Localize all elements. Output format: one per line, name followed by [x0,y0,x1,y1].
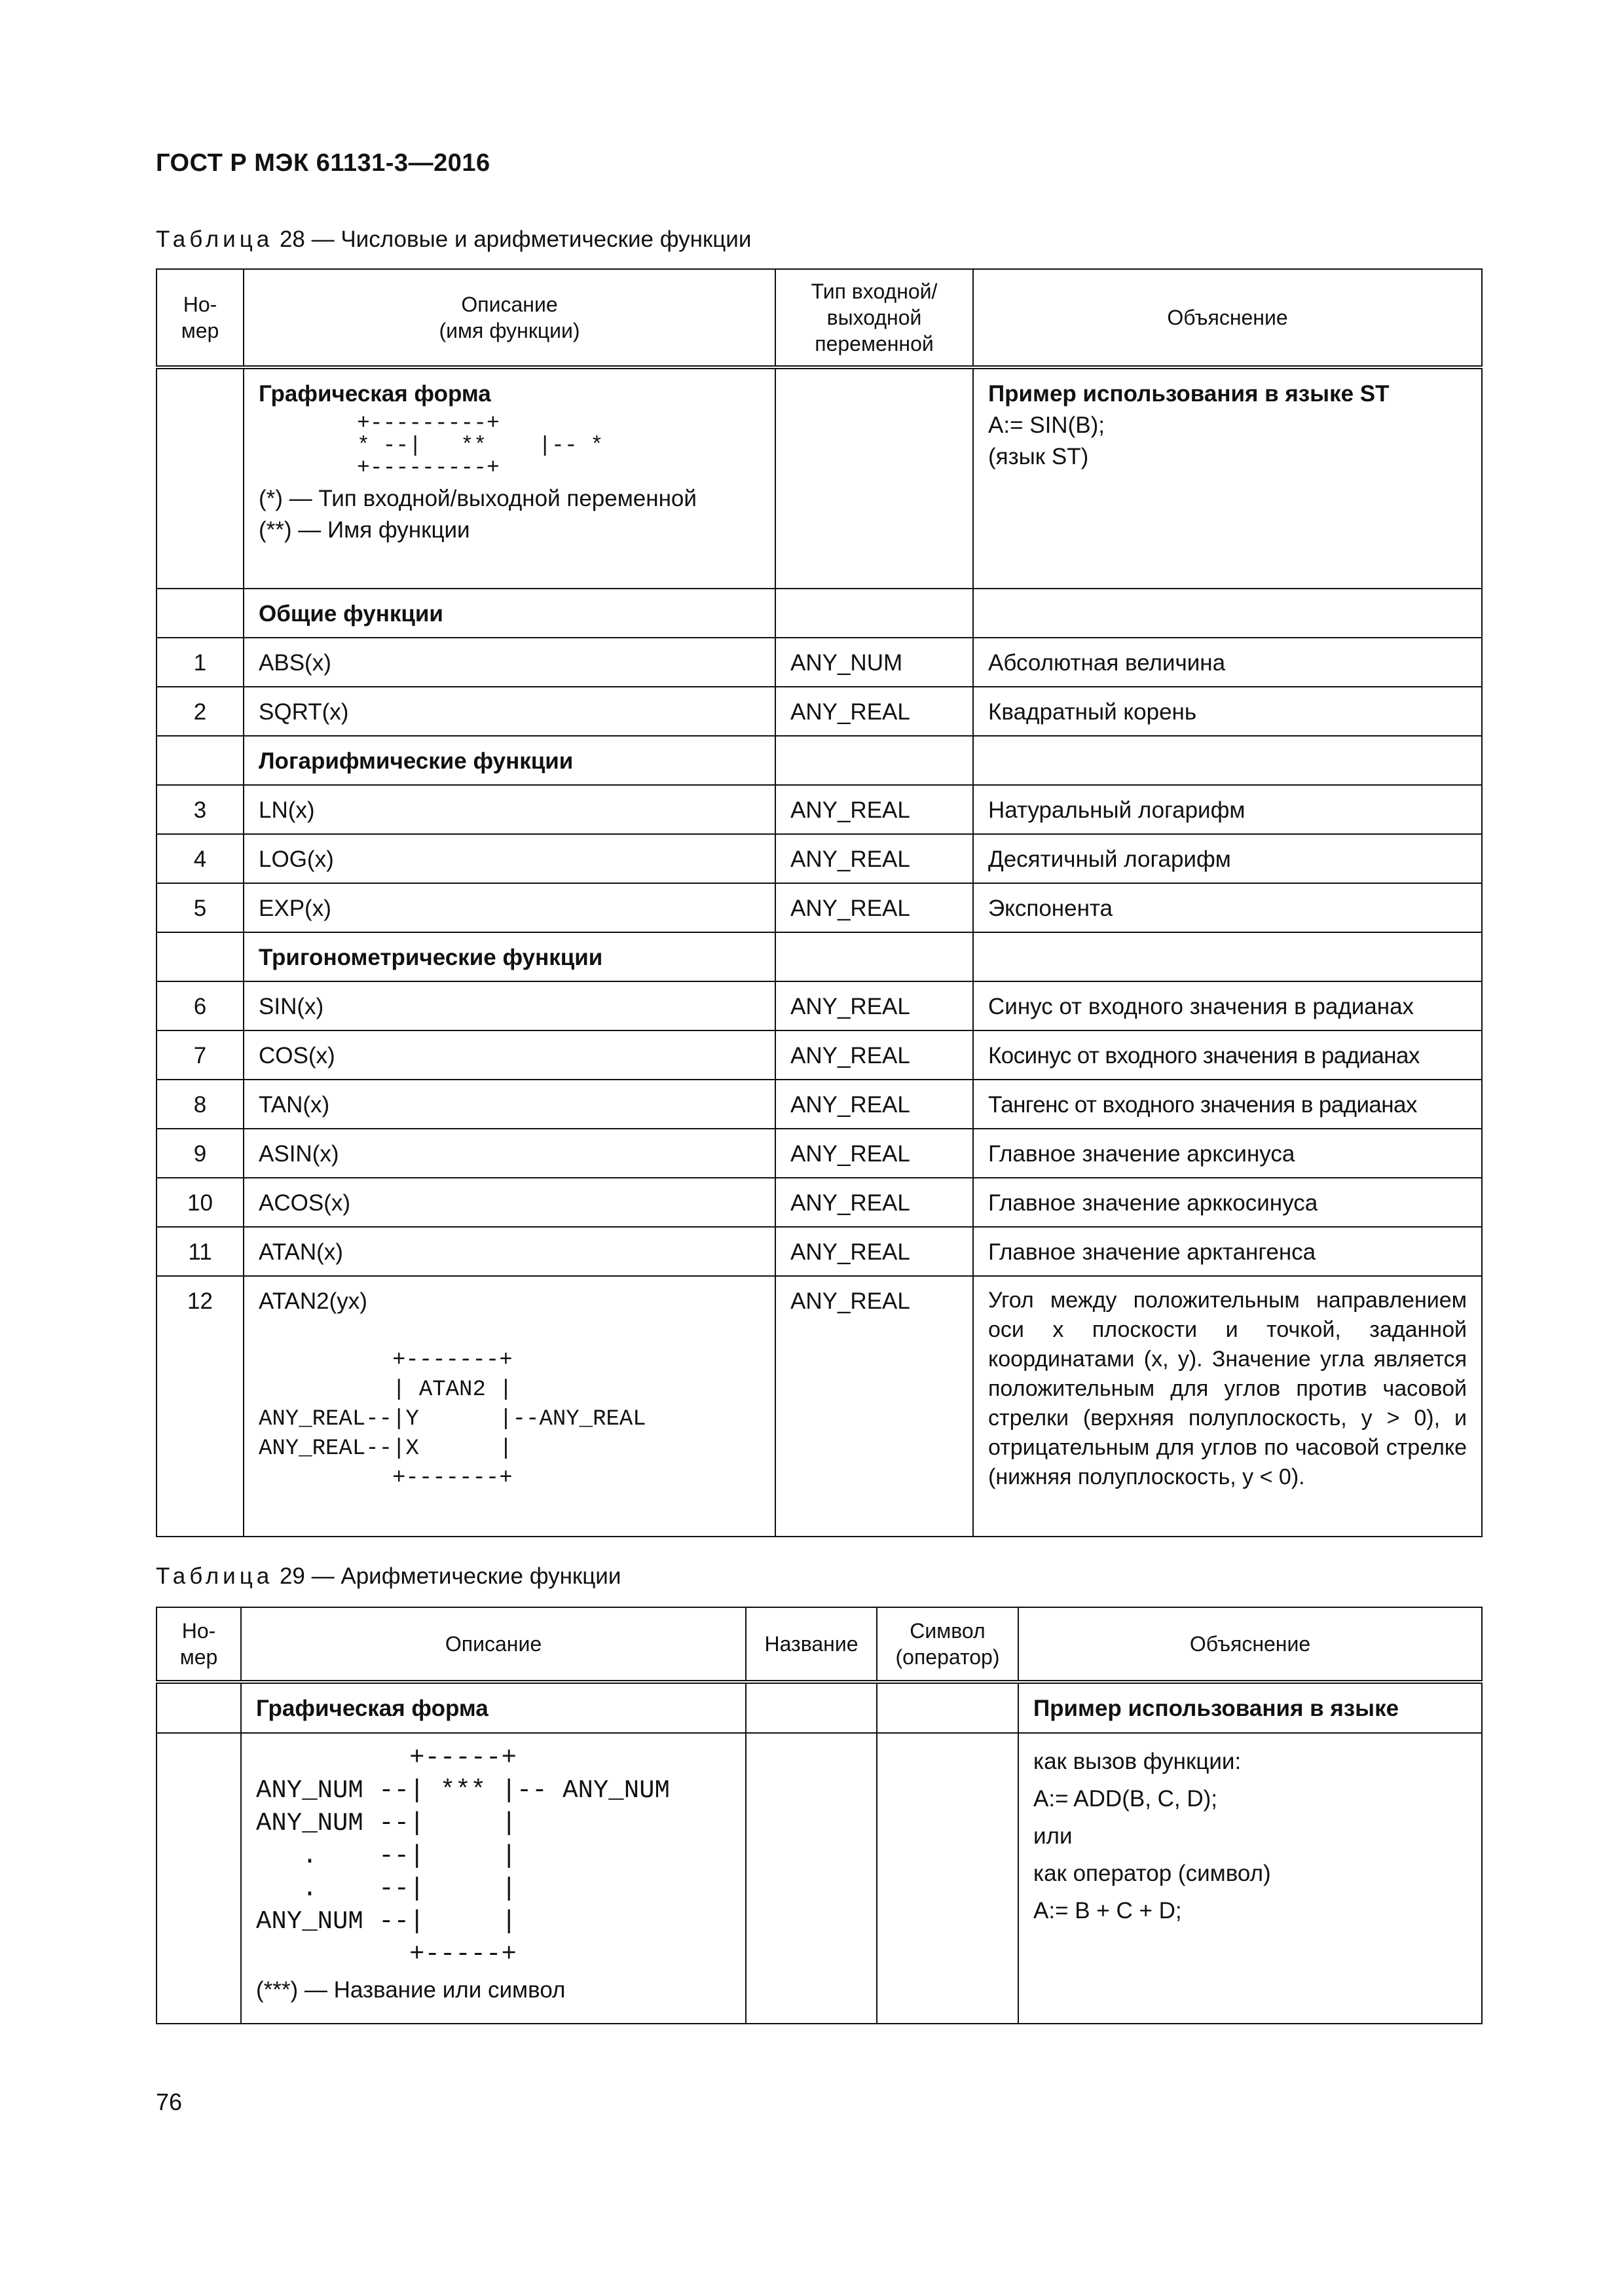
row-name: COS(x) [244,1030,775,1080]
example-line: или [1033,1823,1073,1849]
table-row [157,1227,1482,1276]
row-expl: Косинус от входного значения в радианах [973,1030,1482,1080]
row-type: ANY_REAL [775,1178,973,1227]
graphic-form-title: Графическая форма [259,381,491,407]
row-name: ACOS(x) [244,1178,775,1227]
row-num: 8 [157,1080,244,1129]
row-num: 5 [157,883,244,932]
example-line: как оператор (символ) [1033,1861,1271,1886]
document-header: ГОСТ Р МЭК 61131-3—2016 [156,149,490,177]
row-num: 2 [157,687,244,736]
row-name: ATAN(x) [244,1227,775,1276]
table29-caption [156,1563,621,1590]
row-type: ANY_REAL [775,981,973,1030]
atan2-block-diagram: +-------+ | ATAN2 | ANY_REAL--|Y |--ANY_REAL ANY_REAL--|X | +-------+ [259,1348,646,1491]
row-expl: Абсолютная величина [973,638,1482,687]
row-expl: Натуральный логарифм [973,785,1482,834]
table-row [157,638,1482,687]
group-title: Общие функции [244,589,775,638]
row-expl: Угол между положительным направлением оси x плоскости и точкой, заданной координатами (x, y). Значение угла является положительным для углов против часовой стрелки (верхняя полуплоскость, y > 0), и отрицательным для углов по часовой стрелке (нижняя полуплоскость, y < 0). [973,1276,1482,1537]
example-title: Пример использования в языке [1018,1682,1482,1733]
table29-title-row [157,1682,1482,1733]
row-num: 11 [157,1227,244,1276]
table28-caption-label: Таблица [156,227,274,252]
table-row [157,687,1482,736]
table-row [157,1030,1482,1080]
table28-header-desc: Описание (имя функции) [244,269,775,367]
note-name-symbol: (***) — Название или символ [256,1977,566,2003]
row-expl: Главное значение арккосинуса [973,1178,1482,1227]
row-name: SIN(x) [244,981,775,1030]
row-type: ANY_REAL [775,1129,973,1178]
table-row [157,1129,1482,1178]
row-expl: Квадратный корень [973,687,1482,736]
table28-header-num: Но- мер [157,269,244,367]
row-name: EXP(x) [244,883,775,932]
table-row [157,834,1482,883]
row-expl: Главное значение арктангенса [973,1227,1482,1276]
row-name: TAN(x) [244,1080,775,1129]
table29-header-desc: Описание [241,1607,746,1682]
table29-header-row [157,1607,1482,1682]
graphic-form-cell [241,1733,746,2024]
table28-graphic-row [157,367,1482,589]
table29-header-num: Но- мер [157,1607,241,1682]
row-num: 12 [157,1276,244,1537]
row-type: ANY_REAL [775,1276,973,1537]
table-row [157,1276,1482,1537]
row-type: ANY_REAL [775,1227,973,1276]
row-num: 3 [157,785,244,834]
graphic-form-title: Графическая форма [241,1682,746,1733]
table29-header-expl: Объяснение [1018,1607,1482,1682]
table-row [157,1178,1482,1227]
group-row-general [157,589,1482,638]
table28-caption-text: 28 — Числовые и арифметические функции [279,227,752,252]
table29-header-name: Название [746,1607,877,1682]
row-name: ABS(x) [244,638,775,687]
page-number: 76 [156,2088,183,2115]
table28-cell [157,367,244,589]
table29-header-symbol: Символ (оператор) [877,1607,1018,1682]
example-line: как вызов функции: [1033,1749,1242,1774]
table-29 [156,1607,1483,2024]
example-lang: (язык ST) [988,444,1089,469]
table-row [157,785,1482,834]
atan2-desc-cell [244,1276,775,1537]
group-title: Логарифмические функции [244,736,775,785]
row-type: ANY_REAL [775,687,973,736]
note-name: (**) — Имя функции [259,517,470,543]
example-line: A:= ADD(B, C, D); [1033,1786,1218,1812]
table-row [157,883,1482,932]
row-type: ANY_REAL [775,1080,973,1129]
note-type: (*) — Тип входной/выходной переменной [259,486,697,511]
row-name: ASIN(x) [244,1129,775,1178]
row-num: 10 [157,1178,244,1227]
table28-header-expl: Объяснение [973,269,1482,367]
row-type: ANY_REAL [775,1030,973,1080]
row-expl: Синус от входного значения в радианах [973,981,1482,1030]
row-num: 6 [157,981,244,1030]
row-expl: Экспонента [973,883,1482,932]
row-type: ANY_REAL [775,834,973,883]
row-name: LN(x) [244,785,775,834]
row-type: ANY_REAL [775,785,973,834]
table28-header-row [157,269,1482,367]
example-cell [973,367,1482,589]
row-name: LOG(x) [244,834,775,883]
group-title: Тригонометрические функции [244,932,775,981]
row-num: 4 [157,834,244,883]
group-row-trig [157,932,1482,981]
table-28 [156,268,1483,1537]
example-title: Пример использования в языке ST [988,381,1390,407]
example-code: A:= SIN(B); [988,412,1105,438]
graphic-form-cell [244,367,775,589]
group-row-log [157,736,1482,785]
row-name: ATAN2(yx) [259,1288,367,1314]
row-expl: Десятичный логарифм [973,834,1482,883]
table28-cell [775,367,973,589]
function-block-diagram: +---------+ * --| ** |-- * +---------+ [357,411,604,480]
row-type: ANY_NUM [775,638,973,687]
table29-caption-text: 29 — Арифметические функции [279,1563,621,1589]
table29-caption-label: Таблица [156,1563,274,1589]
table-row [157,1080,1482,1129]
table28-caption [156,227,751,253]
example-line: A:= B + C + D; [1033,1898,1182,1923]
row-num: 9 [157,1129,244,1178]
table-row [157,981,1482,1030]
table29-graphic-row [157,1733,1482,2024]
add-block-diagram: +-----+ ANY_NUM --| *** |-- ANY_NUM ANY_NUM --| | . --| | . --| | ANY_NUM --| | +-----+ [256,1743,670,1969]
table28-header-type: Тип входной/ выходной переменной [775,269,973,367]
row-name: SQRT(x) [244,687,775,736]
row-type: ANY_REAL [775,883,973,932]
example-cell [1018,1733,1482,2024]
row-num: 1 [157,638,244,687]
row-expl: Тангенс от входного значения в радианах [973,1080,1482,1129]
row-expl: Главное значение арксинуса [973,1129,1482,1178]
row-num: 7 [157,1030,244,1080]
